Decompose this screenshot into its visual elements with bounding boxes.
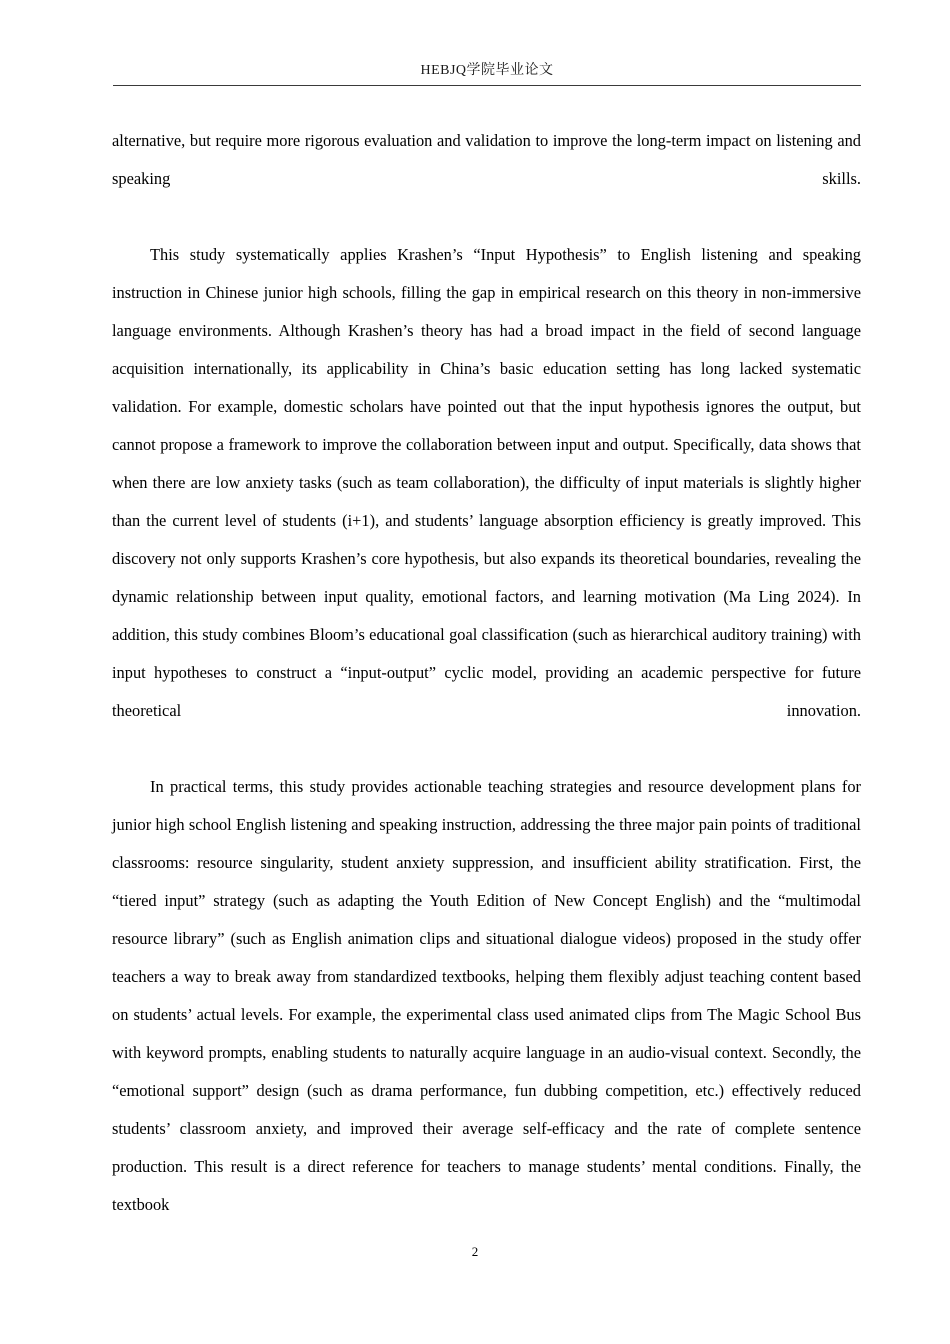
- header-title: HEBJQ学院毕业论文: [420, 63, 554, 78]
- body-paragraph: alternative, but require more rigorous evaluation and validation to improve the long-term impact on listening and speaking skills.: [112, 131, 861, 188]
- header-divider: [113, 85, 861, 86]
- page-number: 2: [471, 1244, 479, 1259]
- body-paragraph: In practical terms, this study provides actionable teaching strategies and resource development plans for junior high school English listening and speaking instruction, addressing the three major pain points of traditional classrooms: resource singularity, student anxiety suppression, and insufficient ability stratification. First, the “tiered input” strategy (such as adapting the Youth Edition of New Concept English) and the “multimodal resource library” (such as English animation clips and situational dialogue videos) proposed in the study offer teachers a way to break away from standardized textbooks, helping them flexibly adjust teaching content based on students’ actual levels. For example, the experimental class used animated clips from The Magic School Bus with keyword prompts, enabling students to naturally acquire language in an audio-visual context. Secondly, the “emotional support” design (such as drama performance, fun dubbing competition, etc.) effectively reduced students’ classroom anxiety, and improved their average self-efficacy and the rate of complete sentence production. This result is a direct reference for teachers to manage students’ mental conditions. Finally, the textbook: [112, 777, 861, 1214]
- running-header: [113, 62, 861, 94]
- running-footer: [0, 1243, 950, 1261]
- document-body: [112, 122, 861, 1262]
- body-paragraph: This study systematically applies Krashen’s “Input Hypothesis” to English listening and speaking instruction in Chinese junior high schools, filling the gap in empirical research on this theory in non-immersive language environments. Although Krashen’s theory has had a broad impact in the field of second language acquisition internationally, its applicability in China’s basic education setting has long lacked systematic validation. For example, domestic scholars have pointed out that the input hypothesis ignores the output, but cannot propose a framework to improve the collaboration between input and output. Specifically, data shows that when there are low anxiety tasks (such as team collaboration), the difficulty of input materials is slightly higher than the current level of students (i+1), and students’ language absorption efficiency is greatly improved. This discovery not only supports Krashen’s core hypothesis, but also expands its theoretical boundaries, revealing the dynamic relationship between input quality, emotional factors, and learning motivation (Ma Ling 2024). In addition, this study combines Bloom’s educational goal classification (such as hierarchical auditory training) with input hypotheses to construct a “input-output” cyclic model, providing an academic perspective for future theoretical innovation.: [112, 245, 861, 720]
